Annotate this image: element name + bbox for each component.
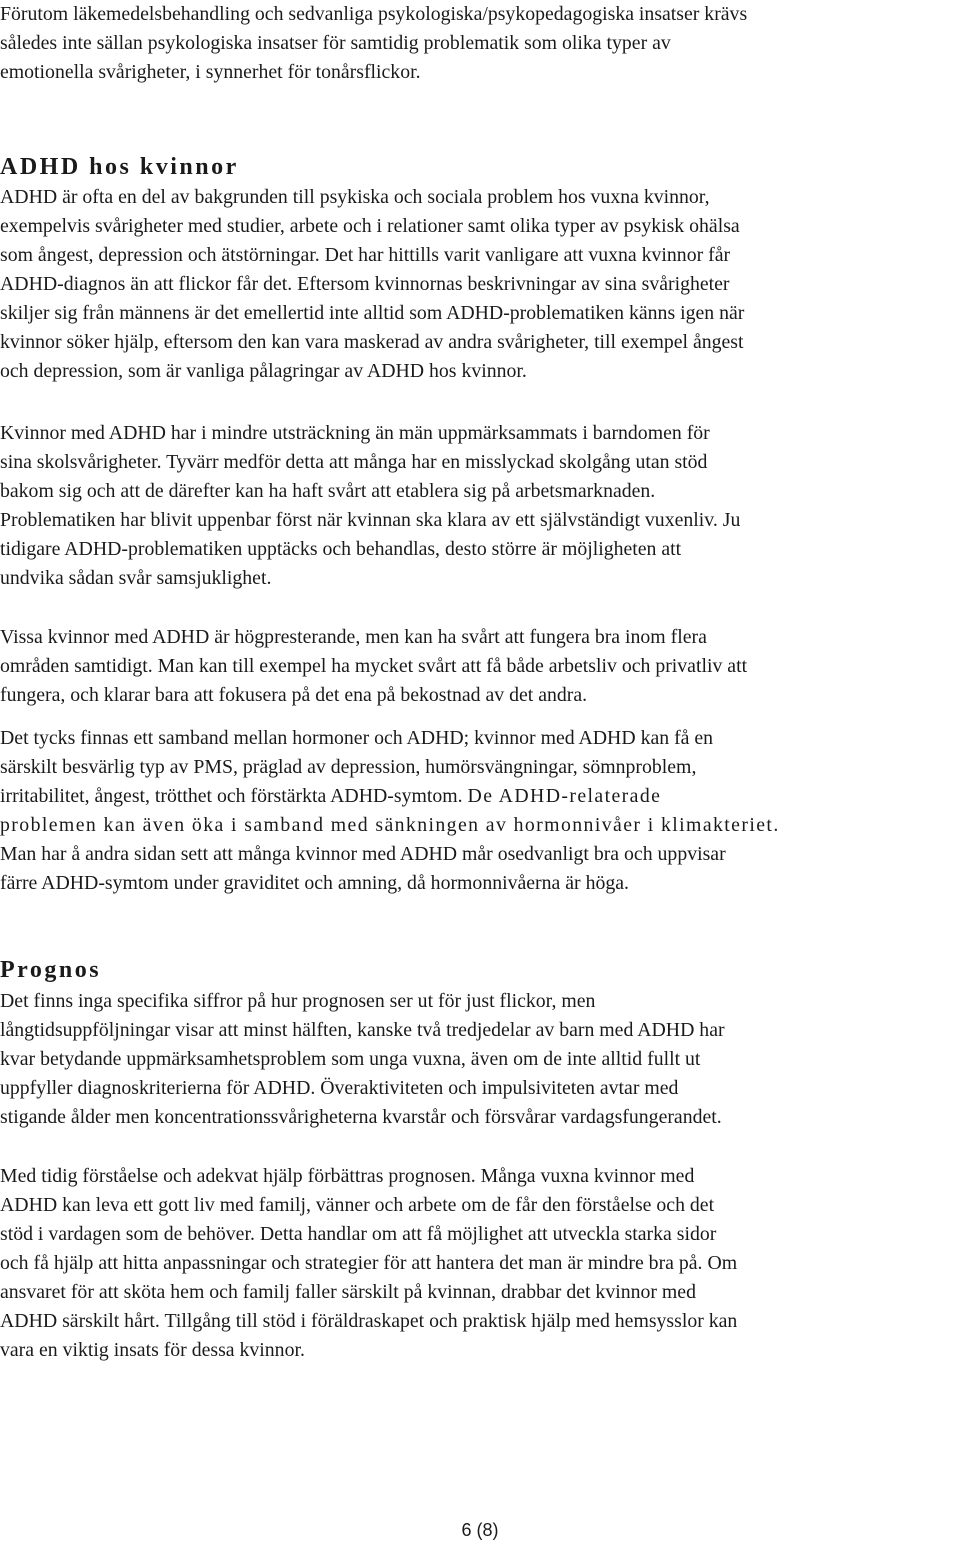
intro-paragraph [0, 0, 950, 87]
text-line: Man har å andra sidan sett att många kvinnor med ADHD mår osedvanligt bra och uppvisar [0, 843, 726, 865]
text-line: problemen kan även öka i samband med sänkningen av hormonnivåer i klimakteriet. [0, 814, 780, 836]
text-line: således inte sällan psykologiska insatser för samtidig problematik som olika typer av [0, 32, 671, 54]
text-line: ansvaret för att sköta hem och familj faller särskilt på kvinnan, drabbar det kvinnor med [0, 1281, 696, 1303]
section-heading-prognos: Prognos [0, 957, 102, 983]
prognos-paragraph-2 [0, 1162, 950, 1365]
text-line: stöd i vardagen som de behöver. Detta handlar om att få möjlighet att utveckla starka sidor [0, 1223, 717, 1245]
text-line: Kvinnor med ADHD har i mindre utsträckning än män uppmärksammats i barndomen för [0, 422, 710, 444]
text-line: ADHD kan leva ett gott liv med familj, vänner och arbete om de får den förståelse och det [0, 1194, 715, 1216]
text-line: vara en viktig insats för dessa kvinnor. [0, 1339, 305, 1361]
text-line: särskilt besvärlig typ av PMS, präglad av depression, humörsvängningar, sömnproblem, [0, 756, 697, 778]
text-line: och få hjälp att hitta anpassningar och strategier för att hantera det man är mindre bra på. Om [0, 1252, 738, 1274]
adhd-paragraph-3 [0, 623, 950, 710]
text-line: tidigare ADHD-problematiken upptäcks och behandlas, desto större är möjligheten att [0, 538, 682, 560]
text-line: emotionella svårigheter, i synnerhet för tonårsflickor. [0, 61, 421, 83]
text-line: färre ADHD-symtom under graviditet och amning, då hormonnivåerna är höga. [0, 872, 629, 894]
text-line: Vissa kvinnor med ADHD är högpresterande, men kan ha svårt att fungera bra inom flera [0, 626, 707, 648]
text-line: och depression, som är vanliga pålagringar av ADHD hos kvinnor. [0, 360, 527, 382]
section-heading-adhd: ADHD hos kvinnor [0, 154, 239, 180]
text-segment: irritabilitet, ångest, trötthet och förstärkta ADHD-symtom. [0, 785, 468, 807]
adhd-paragraph-4 [0, 724, 950, 898]
text-line: Förutom läkemedelsbehandling och sedvanliga psykologiska/psykopedagogiska insatser krävs [0, 3, 748, 25]
text-line: kvinnor söker hjälp, eftersom den kan vara maskerad av andra svårigheter, till exempel ångest [0, 331, 744, 353]
text-line: fungera, och klarar bara att fokusera på det ena på bekostnad av det andra. [0, 684, 588, 706]
text-line: undvika sådan svår samsjuklighet. [0, 567, 272, 589]
adhd-paragraph-1 [0, 183, 950, 386]
text-line: Med tidig förståelse och adekvat hjälp förbättras prognosen. Många vuxna kvinnor med [0, 1165, 695, 1187]
text-line: Problematiken har blivit uppenbar först när kvinnan ska klara av ett självständigt vuxenliv. Ju [0, 509, 741, 531]
text-line: skiljer sig från männens är det emellertid inte alltid som ADHD-problematiken känns igen när [0, 302, 745, 324]
prognos-paragraph-1 [0, 987, 950, 1132]
page-number: 6 (8) [461, 1520, 499, 1540]
text-line: ADHD särskilt hårt. Tillgång till stöd i föräldraskapet och praktisk hjälp med hemsysslor kan [0, 1310, 738, 1332]
text-line: sina skolsvårigheter. Tyvärr medför detta att många har en misslyckad skolgång utan stöd [0, 451, 708, 473]
text-line: ADHD är ofta en del av bakgrunden till psykiska och sociala problem hos vuxna kvinnor, [0, 186, 710, 208]
text-line: Det finns inga specifika siffror på hur prognosen ser ut för just flickor, men [0, 990, 596, 1012]
text-line: exempelvis svårigheter med studier, arbete och i relationer samt olika typer av psykisk ohälsa [0, 215, 740, 237]
text-line: stigande ålder men koncentrationssvårigheterna kvarstår och försvårar vardagsfungerandet. [0, 1106, 722, 1128]
text-line: som ångest, depression och ätstörningar. Det har hittills varit vanligare att vuxna kvinnor får [0, 244, 731, 266]
text-line: områden samtidigt. Man kan till exempel ha mycket svårt att få både arbetsliv och privatliv att [0, 655, 748, 677]
text-line: uppfyller diagnoskriterierna för ADHD. Överaktiviteten och impulsiviteten avtar med [0, 1077, 679, 1099]
adhd-paragraph-2 [0, 419, 950, 593]
text-line: ADHD-diagnos än att flickor får det. Eftersom kvinnornas beskrivningar av sina svårigheter [0, 273, 730, 295]
text-segment: De ADHD-relaterade [467, 785, 662, 807]
text-line: långtidsuppföljningar visar att minst hälften, kanske två tredjedelar av barn med ADHD har [0, 1019, 725, 1041]
text-line: Det tycks finnas ett samband mellan hormoner och ADHD; kvinnor med ADHD kan få en [0, 727, 714, 749]
text-line: kvar betydande uppmärksamhetsproblem som unga vuxna, även om de inte alltid fullt ut [0, 1048, 701, 1070]
text-line [0, 782, 950, 811]
text-line: bakom sig och att de därefter kan ha haft svårt att etablera sig på arbetsmarknaden. [0, 480, 656, 502]
